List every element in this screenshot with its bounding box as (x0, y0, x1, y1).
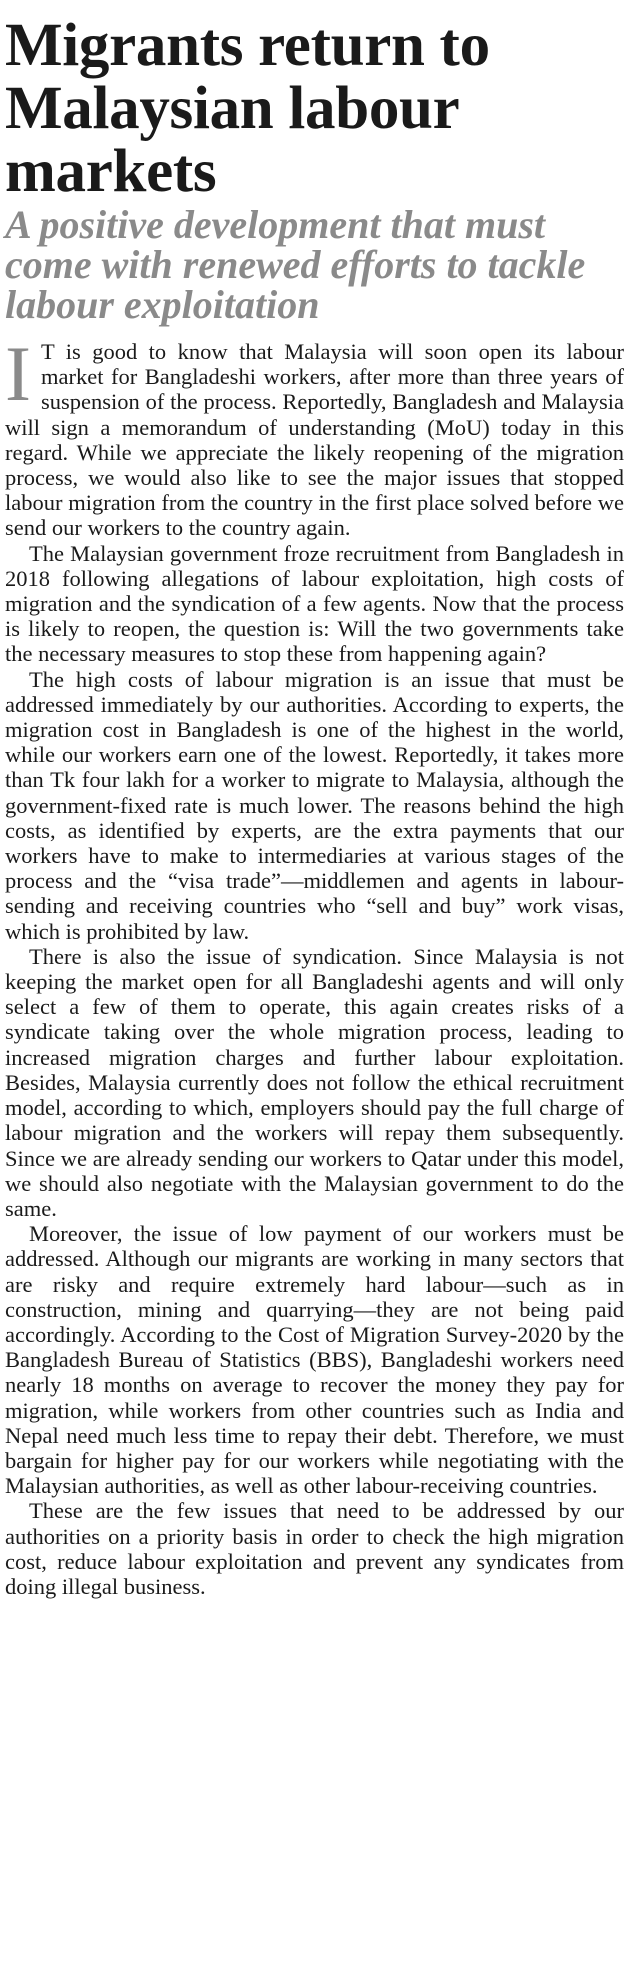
headline: Migrants return to Malaysian labour markets (5, 12, 490, 205)
paragraph-1-text: T is good to know that Malaysia will soon open its labour market for Bangladeshi workers, after more than three years of suspension of the process. Reportedly, Bangladesh and Malaysia will sign a memorandum of understanding (MoU) today in this regard. While we appreciate the likely reopening of the migration process, we would also like to see the major issues that stopped labour migration from the country in the first place solved before we send our workers to the country again. (5, 339, 624, 541)
paragraph-6: These are the few issues that need to be addressed by our authorities on a priority basis in order to check the high migration cost, reduce labour exploitation and prevent any syndicates from doing illegal business. (5, 1498, 624, 1599)
paragraph-1 (5, 330, 624, 541)
paragraph-3: The high costs of labour migration is an issue that must be addressed immediately by our authorities. According to experts, the migration cost in Bangladesh is one of the highest in the world, while our workers earn one of the lowest. Reportedly, it takes more than Tk four lakh for a worker to migrate to Malaysia, although the government-fixed rate is much lower. The reasons behind the high costs, as identified by experts, are the extra payments that our workers have to make to intermediaries at various stages of the process and the “visa trade”—middlemen and agents in labour-sending and receiving countries who “sell and buy” work visas, which is prohibited by law. (5, 666, 624, 944)
drop-cap: I (5, 330, 31, 417)
subheadline: A positive development that must come with renewed efforts to tackle labour exploitation (5, 202, 586, 327)
paragraph-5: Moreover, the issue of low payment of our workers must be addressed. Although our migrants are working in many sectors that are risky and require extremely hard labour—such as in construction, mining and quarrying—they are not being paid accordingly. According to the Cost of Migration Survey-2020 by the Bangladesh Bureau of Statistics (BBS), Bangladeshi workers need nearly 18 months on average to recover the money they pay for migration, while workers from other countries such as India and Nepal need much less time to repay their debt. Therefore, we must bargain for higher pay for our workers while negotiating with the Malaysian authorities, as well as other labour-receiving countries. (5, 1221, 624, 1499)
paragraph-4: There is also the issue of syndication. Since Malaysia is not keeping the market open for all Bangladeshi agents and will only select a few of them to operate, this again creates risks of a syndicate taking over the whole migration process, leading to increased migration charges and further labour exploitation. Besides, Malaysia currently does not follow the ethical recruitment model, according to which, employers should pay the full charge of labour migration and the workers will repay them subsequently. Since we are already sending our workers to Qatar under this model, we should also negotiate with the Malaysian government to do the same. (5, 943, 624, 1221)
article-body (5, 330, 624, 1599)
paragraph-2: The Malaysian government froze recruitment from Bangladesh in 2018 following allegations of labour exploitation, high costs of migration and the syndication of a few agents. Now that the process is likely to reopen, the question is: Will the two governments take the necessary measures to stop these from happening again? (5, 540, 624, 667)
